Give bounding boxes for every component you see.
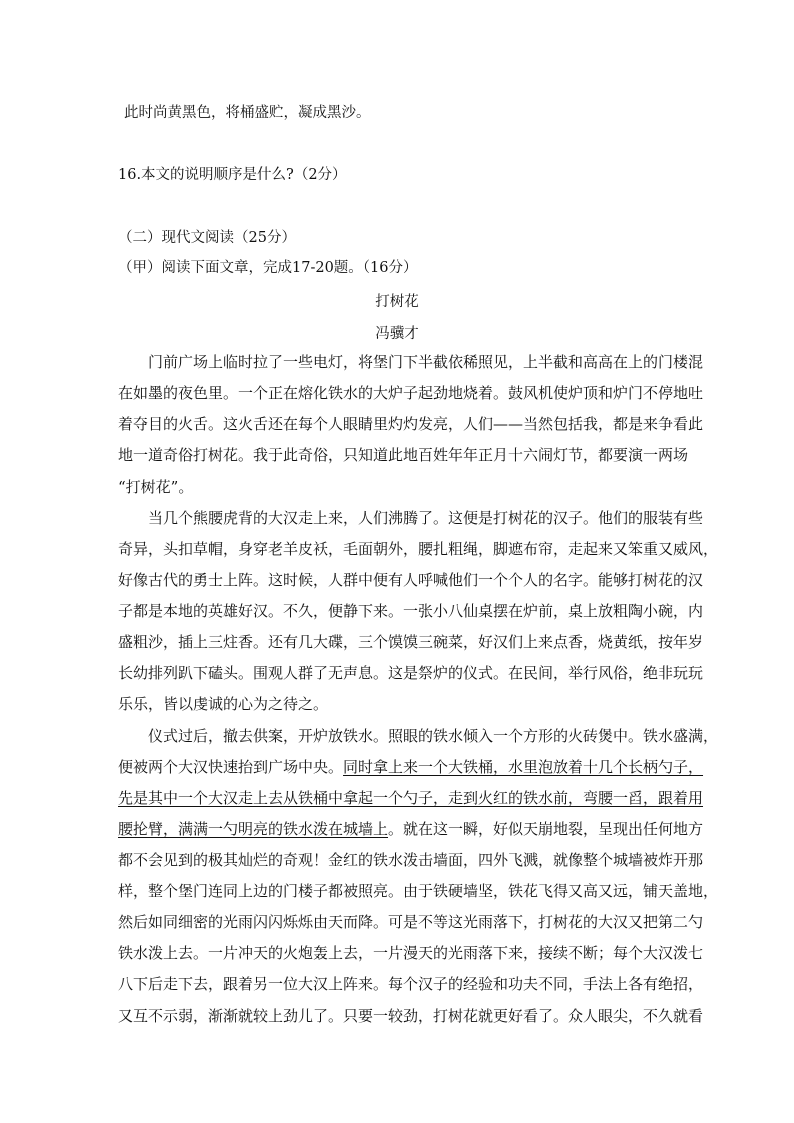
p2-line: 好像古代的勇士上阵。这时候，人群中便有人呼喊他们一个个人的名字。能够打树花的汉	[118, 571, 704, 589]
section-title: （二）现代文阅读（25分）	[118, 230, 296, 246]
p2-line: 乐乐，皆以虔诚的心为之待之。	[118, 695, 329, 713]
p2-line: 长幼排列趴下磕头。围观人群了无声息。这是祭炉的仪式。在民间，举行风俗，绝非玩玩	[118, 664, 704, 682]
p1-line: 地一道奇俗打树花。我于此奇俗，只知道此地百姓年年正月十六闹灯节，都要演一两场	[118, 446, 689, 464]
article-title: 打树花	[375, 294, 419, 310]
p2-line: 盛粗沙，插上三炷香。还有几大碟，三个馍馍三碗菜，好汉们上来点香，烧黄纸，按年岁	[118, 633, 704, 651]
intro-line: 此时尚黄黑色，将桶盛贮，凝成黑沙。	[124, 105, 371, 121]
p3-text: 便被两个大汉快速抬到广场中央。	[118, 758, 344, 776]
p3-text: 。就在这一瞬，好似天崩地裂，呈现出任何地方	[388, 820, 704, 838]
article-author: 冯骥才	[375, 326, 419, 342]
p2-line: 当几个熊腰虎背的大汉走上来，人们沸腾了。这便是打树花的汉子。他们的服装有些	[148, 509, 704, 527]
p3-line: 又互不示弱，渐渐就较上劲儿了。只要一较劲，打树花就更好看了。众人眼尖，不久就看	[118, 1007, 704, 1025]
p2-line: 奇异，头扣草帽，身穿老羊皮袄，毛面朝外，腰扎粗绳，脚遮布帘，走起来又笨重又威风，	[118, 540, 719, 558]
p3-line	[118, 820, 704, 838]
p1-line: 门前广场上临时拉了一些电灯，将堡门下半截依稀照见，上半截和高高在上的门楼混	[148, 353, 704, 371]
p2-line: 子都是本地的英雄好汉。不久，便静下来。一张小八仙桌摆在炉前，桌上放粗陶小碗，内	[118, 602, 704, 620]
p3-line: 铁水泼上去。一片冲天的火炮轰上去，一片漫天的光雨落下来，接续不断；每个大汉泼七	[118, 944, 704, 962]
p3-line: 然后如同细密的光雨闪闪烁烁由天而降。可是不等这光雨落下，打树花的大汉又把第二勺	[118, 913, 704, 931]
p1-line: 在如墨的夜色里。一个正在熔化铁水的大炉子起劲地烧着。鼓风机使炉顶和炉门不停地吐	[118, 384, 704, 402]
p3-line: 仪式过后，撤去供案，开炉放铁水。照眼的铁水倾入一个方形的火砖煲中。铁水盛满，	[148, 727, 719, 745]
p3-line: 样，整个堡门连同上边的门楼子都被照亮。由于铁硬墙坚，铁花飞得又高又远，铺天盖地，	[118, 882, 719, 900]
p3-line	[118, 758, 704, 776]
p3-line: 八下后走下去，跟着另一位大汉上阵来。每个汉子的经验和功夫不同，手法上各有绝招，	[118, 975, 704, 993]
question-16: 16.本文的说明顺序是什么?（2分）	[118, 167, 347, 183]
p3-line: 都不会见到的极其灿烂的奇观！金红的铁水泼击墙面，四外飞溅，就像整个城墙被炸开那	[118, 851, 704, 869]
underlined-sentence: 同时拿上来一个大铁桶，水里泡放着十几个长柄勺子，	[343, 758, 704, 776]
underlined-sentence: 腰抡臂，满满一勺明亮的铁水泼在城墙上	[118, 820, 389, 838]
p3-line: 先是其中一个大汉走上去从铁桶中拿起一个勺子，走到火红的铁水前，弯腰一舀，跟着用	[118, 789, 704, 807]
p1-line: “打树花”。	[118, 478, 194, 496]
subsection-title: （甲）阅读下面文章，完成17-20题。（16分）	[118, 260, 418, 276]
p1-line: 着夺目的火舌。这火舌还在每个人眼睛里灼灼发亮，人们——当然包括我，都是来争看此	[118, 415, 704, 433]
